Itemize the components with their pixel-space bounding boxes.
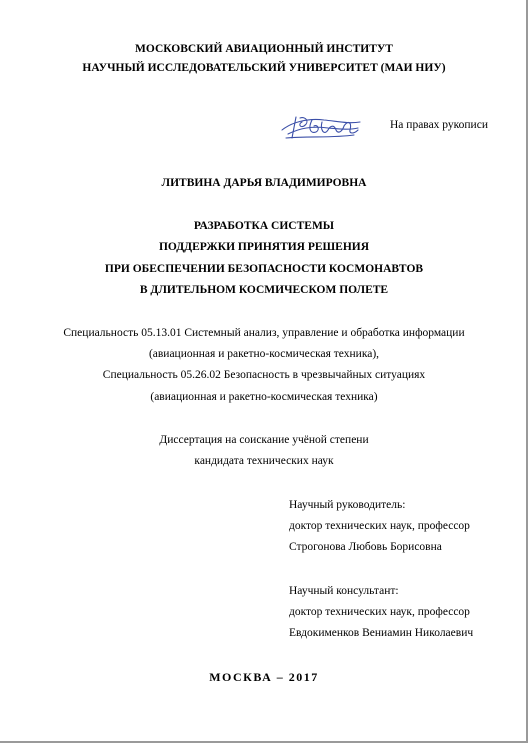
institute-name: МОСКОВСКИЙ АВИАЦИОННЫЙ ИНСТИТУТ (135, 43, 393, 55)
specialty-2-note: (авиационная и ракетно-космическая техника) (150, 391, 378, 403)
consultant-title: доктор технических наук, профессор (289, 606, 470, 618)
university-name: НАУЧНЫЙ ИССЛЕДОВАТЕЛЬСКИЙ УНИВЕРСИТЕТ (МАИ НИУ) (82, 62, 446, 74)
consultant-name: Евдокименков Вениамин Николаевич (289, 627, 474, 639)
author-name: ЛИТВИНА ДАРЬЯ ВЛАДИМИРОВНА (161, 177, 367, 189)
supervisor-role: Научный руководитель: (289, 499, 406, 511)
degree-line-2: кандидата технических наук (194, 455, 334, 467)
supervisor-title: доктор технических наук, профессор (289, 520, 470, 532)
specialty-2: Специальность 05.26.02 Безопасность в чрезвычайных ситуациях (102, 369, 426, 381)
signature-image (278, 108, 364, 146)
title-line-1: РАЗРАБОТКА СИСТЕМЫ (193, 220, 335, 232)
supervisor-name: Строгонова Любовь Борисовна (289, 541, 442, 553)
manuscript-rights-note: На правах рукописи (390, 119, 488, 131)
consultant-role: Научный консультант: (289, 585, 399, 597)
title-line-2: ПОДДЕРЖКИ ПРИНЯТИЯ РЕШЕНИЯ (158, 241, 370, 253)
title-line-4: В ДЛИТЕЛЬНОМ КОСМИЧЕСКОМ ПОЛЕТЕ (139, 284, 389, 296)
title-line-3: ПРИ ОБЕСПЕЧЕНИИ БЕЗОПАСНОСТИ КОСМОНАВТОВ (104, 263, 424, 275)
specialty-1: Специальность 05.13.01 Системный анализ, управление и обработка информации (63, 327, 465, 339)
specialty-1-note: (авиационная и ракетно-космическая техника), (148, 348, 380, 360)
degree-line-1: Диссертация на соискание учёной степени (159, 434, 369, 446)
city-year: МОСКВА – 2017 (209, 670, 319, 684)
